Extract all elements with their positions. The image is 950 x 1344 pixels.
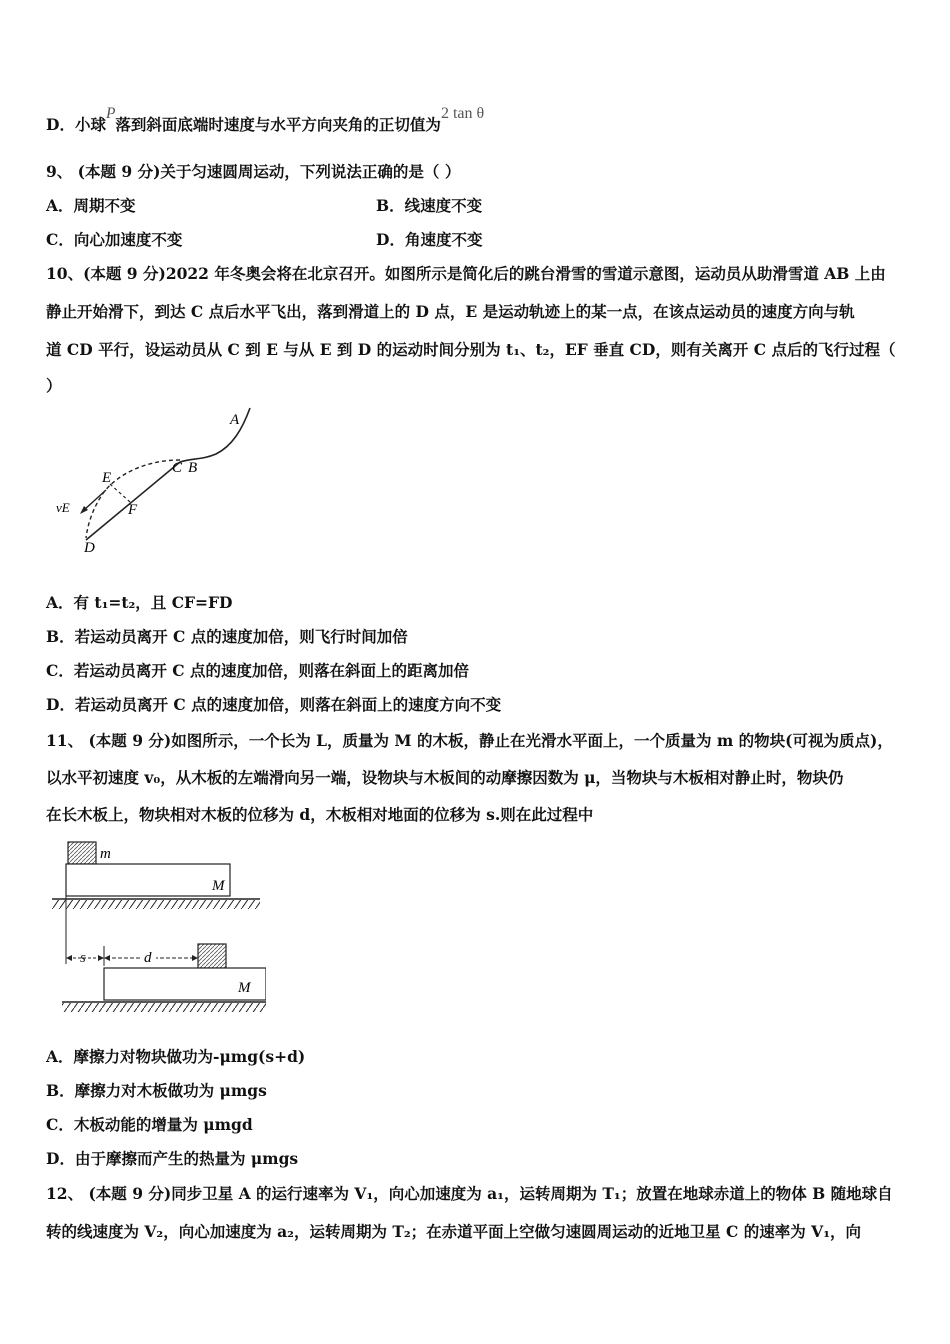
label-M-bottom: M	[238, 980, 251, 996]
velocity-arrow	[84, 490, 106, 510]
q11-option-a: A．摩擦力对物块做功为-μmg(s+d)	[46, 1047, 306, 1066]
arrow-d-head-left	[104, 955, 110, 961]
label-b: B	[188, 460, 198, 476]
q12-stem-line2: 转的线速度为 V₂，向心加速度为 a₂，运转周期为 T₂；在赤道平面上空做匀速圆周运动的近地卫星 C 的速率为 V₁，向	[46, 1222, 862, 1241]
label-M-top: M	[212, 878, 225, 894]
q9-stem: 9、 (本题 9 分)关于匀速圆周运动，下列说法正确的是（ ）	[46, 162, 461, 181]
label-a: A	[230, 412, 240, 428]
q10-stem-line3: 道 CD 平行，设运动员从 C 到 E 与从 E 到 D 的运动时间分别为 t₁、t₂，EF 垂直 CD，则有关离开 C 点后的飞行过程（	[46, 340, 896, 359]
block-m-final	[198, 944, 226, 968]
board-M-initial	[66, 864, 230, 896]
q9-option-b: B．线速度不变	[376, 196, 483, 215]
ground-hatch-top	[52, 900, 260, 909]
q12-stem-line1: 12、 (本题 9 分)同步卫星 A 的运行速率为 V₁，向心加速度为 a₁，运转周期为 T₁；放置在地球赤道上的物体 B 随地球自	[46, 1184, 893, 1203]
ski-jump-diagram	[46, 402, 276, 562]
q10-stem-line4: ）	[46, 376, 62, 395]
q11-option-d: D．由于摩擦而产生的热量为 μmgs	[46, 1149, 299, 1168]
arrow-d-head-right	[192, 955, 198, 961]
label-e: E	[102, 470, 112, 486]
q11-stem-line2: 以水平初速度 v₀，从木板的左端滑向另一端，设物块与木板间的动摩擦因数为 μ，当物块与木板相对静止时，物块仍	[46, 768, 844, 787]
slope-cd	[86, 462, 180, 540]
label-ve: vE	[56, 500, 70, 515]
board-block-diagram	[46, 838, 266, 1020]
var-p: P	[105, 105, 116, 122]
label-s: s	[80, 950, 86, 966]
block-m-initial	[68, 842, 96, 864]
q10-option-c: C．若运动员离开 C 点的速度加倍，则落在斜面上的距离加倍	[46, 661, 469, 680]
q11-option-c: C．木板动能的增量为 μmgd	[46, 1115, 253, 1134]
arrow-s-head-right	[98, 955, 104, 961]
label-d: D	[84, 540, 95, 556]
q10-stem-line1: 10、(本题 9 分)2022 年冬奥会将在北京召开。如图所示是简化后的跳台滑雪的雪道示意图，运动员从助滑雪道 AB 上由	[46, 264, 886, 283]
flight-trajectory	[86, 460, 180, 538]
track-ab	[180, 408, 250, 462]
arrow-s-head-left	[66, 955, 72, 961]
ground-hatch-bottom	[62, 1003, 266, 1012]
label-f: F	[128, 502, 138, 518]
segment-ef	[110, 484, 130, 502]
q11-stem-line1: 11、 (本题 9 分)如图所示，一个长为 L，质量为 M 的木板，静止在光滑水平面上，一个质量为 m 的物块(可视为质点)，	[46, 731, 893, 750]
q11-option-b: B．摩擦力对木板做功为 μmgs	[46, 1081, 267, 1100]
q9-option-d: D．角速度不变	[376, 230, 483, 249]
q10-option-b: B．若运动员离开 C 点的速度加倍，则飞行时间加倍	[46, 627, 408, 646]
label-d: d	[144, 950, 152, 966]
label-m: m	[100, 846, 111, 862]
q8-option-d: D．小球P落到斜面底端时速度与水平方向夹角的正切值为2 tan θ	[46, 105, 485, 134]
formula-2tan-theta: 2 tan θ	[440, 105, 485, 122]
q10-stem-line2: 静止开始滑下，到达 C 点后水平飞出，落到滑道上的 D 点，E 是运动轨迹上的某一点，在该点运动员的速度方向与轨	[46, 302, 855, 321]
q11-stem-line3: 在长木板上，物块相对木板的位移为 d，木板相对地面的位移为 s.则在此过程中	[46, 805, 594, 824]
q10-option-a: A．有 t₁=t₂，且 CF=FD	[46, 593, 233, 612]
q9-option-a: A．周期不变	[46, 196, 136, 215]
q10-option-d: D．若运动员离开 C 点的速度加倍，则落在斜面上的速度方向不变	[46, 695, 502, 714]
label-c: C	[172, 460, 183, 476]
q9-option-c: C．向心加速度不变	[46, 230, 183, 249]
